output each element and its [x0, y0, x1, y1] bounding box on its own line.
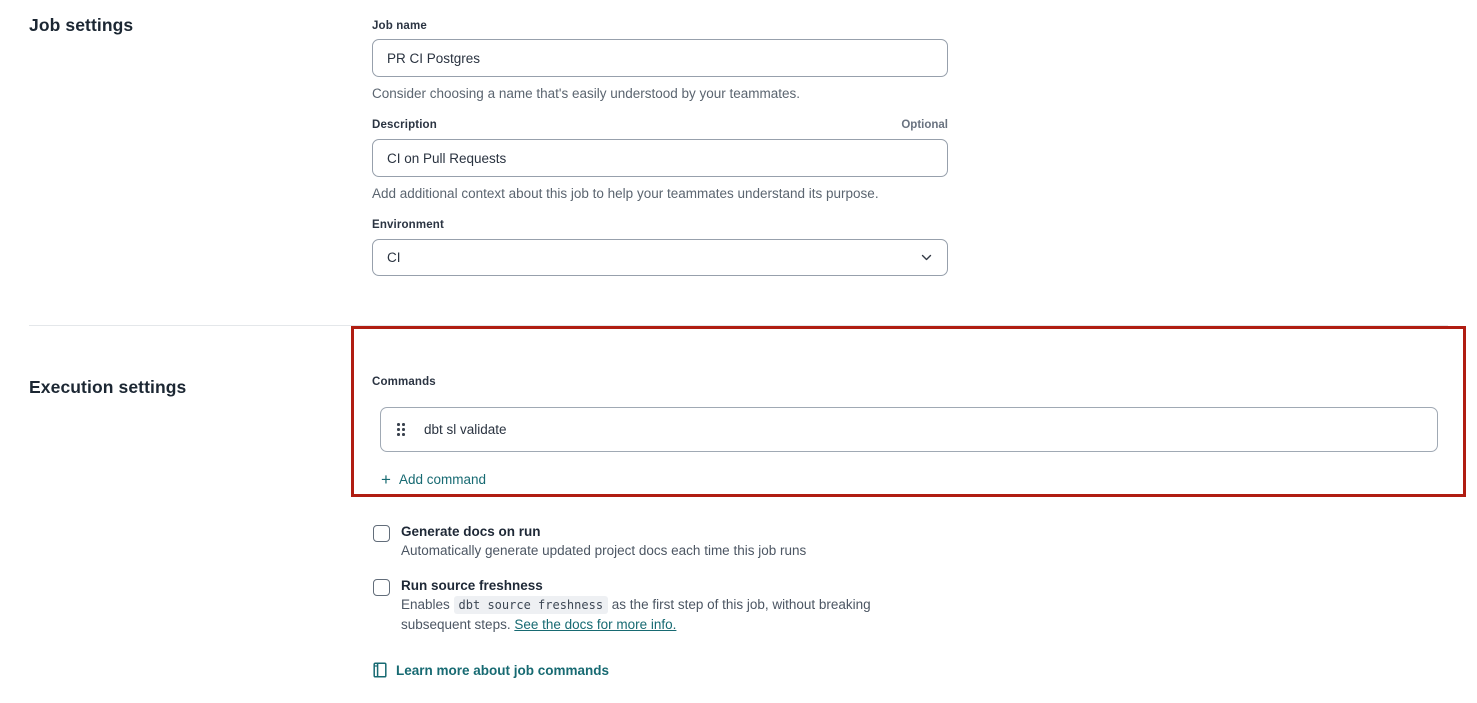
source-freshness-description [401, 595, 938, 635]
source-freshness-desc-prefix: Enables [401, 597, 454, 612]
drag-handle-icon[interactable] [397, 423, 405, 436]
command-input[interactable] [424, 422, 1324, 437]
description-input[interactable] [372, 139, 948, 177]
book-icon [373, 662, 387, 678]
source-freshness-desc-suffix: as the first step of this job, without breaking subsequent steps. [401, 597, 871, 632]
generate-docs-option [401, 524, 961, 561]
add-command-label: Add command [398, 472, 486, 487]
description-optional-badge: Optional [901, 119, 948, 131]
chevron-down-icon [920, 253, 933, 262]
source-freshness-checkbox[interactable] [373, 579, 390, 596]
environment-label: Environment [372, 219, 444, 231]
plus-icon: + [381, 469, 391, 489]
generate-docs-label[interactable]: Generate docs on run [401, 524, 541, 539]
learn-more-link[interactable] [373, 662, 609, 678]
learn-more-label: Learn more about job commands [396, 662, 610, 678]
description-label-row [372, 119, 948, 131]
source-freshness-label[interactable]: Run source freshness [401, 578, 543, 593]
generate-docs-description: Automatically generate updated project docs each time this job runs [401, 543, 807, 558]
job-settings-heading: Job settings [29, 15, 134, 35]
command-row [380, 407, 1438, 452]
job-name-input[interactable] [372, 39, 948, 77]
add-command-button[interactable] [381, 469, 486, 489]
job-name-helper: Consider choosing a name that's easily understood by your teammates. [372, 86, 801, 101]
description-label: Description [372, 119, 437, 131]
source-freshness-option [401, 578, 938, 635]
generate-docs-checkbox[interactable] [373, 525, 390, 542]
execution-settings-heading: Execution settings [29, 377, 187, 397]
environment-select[interactable] [372, 239, 948, 276]
commands-label: Commands [372, 376, 436, 388]
job-name-label: Job name [372, 20, 427, 32]
source-freshness-code-chip: dbt source freshness [454, 596, 609, 614]
see-docs-link[interactable]: See the docs for more info. [514, 617, 677, 632]
environment-selected-value: CI [387, 250, 401, 265]
description-helper: Add additional context about this job to help your teammates understand its purpose. [372, 186, 879, 201]
